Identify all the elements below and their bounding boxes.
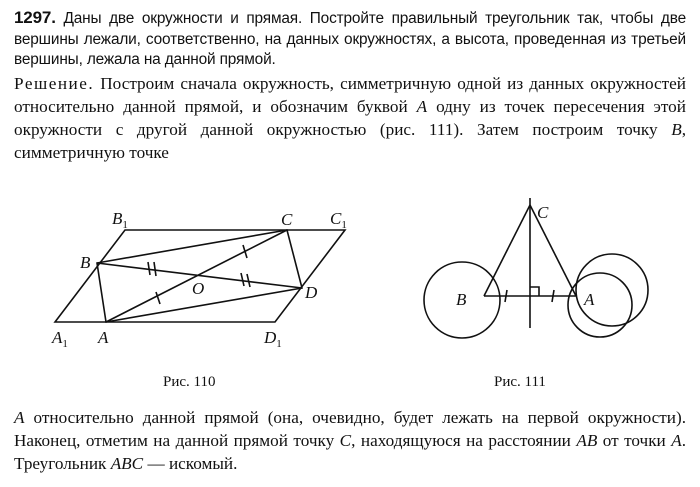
label-a1: $A_1$ [52,328,68,350]
figure-110-caption: Рис. 110 [163,374,216,390]
tick-mark [156,292,160,304]
label-o: O [192,279,205,298]
tick-mark [241,273,244,286]
triangle-ref: ABC [110,454,144,473]
solution-label: Решение. [14,74,95,93]
segment-ref: AB [576,431,598,450]
point-ref: A [416,97,428,116]
solution-text: Построим сначала окружность, симметричную одной из данных окружностей относительно данной прямой, и обозначим буквой [14,74,686,116]
point-ref: C [339,431,352,450]
label-d: D [305,283,318,302]
label-b1: $B_1$ [112,209,128,231]
label-b: B [456,290,467,309]
tick-mark [148,262,150,275]
tick-mark [154,262,156,276]
point-ref: A [14,408,25,427]
tick-mark [247,274,250,287]
label-c: C [537,203,549,222]
label-d1: $D_1$ [264,328,282,350]
circle-reflected [568,273,632,337]
solution-text: одну из точек пересечения этой окружности с другой данной окружностью (рис. 111). Затем построим точку [14,97,686,139]
problem-number: 1297. [14,8,56,27]
continuation-text: относительно данной прямой (она, очевидно, будет лежать на первой окружности). Наконец, отметим на данной прямой точку [14,408,686,450]
label-b: B [80,253,91,272]
label-c: C [281,210,293,229]
label-a: A [98,328,109,347]
diagonal-ac [106,230,287,322]
figure-111-caption: Рис. 111 [494,374,546,390]
point-ref: A [671,431,682,450]
label-c1: $C_1$ [330,209,347,231]
tick-mark [505,290,507,302]
figure-111 [424,198,648,338]
solution-text: , симметричную точке [14,120,686,162]
continuation-text: — искомый. [143,454,238,473]
right-angle-mark [530,287,539,296]
continuation-paragraph [14,406,686,475]
side-bc [484,205,530,296]
point-ref: B [671,120,682,139]
continuation-text: от точки [597,431,672,450]
continuation-text: . Треугольник [14,431,686,473]
label-a: A [584,290,595,309]
problem-text: Даны две окружности и прямая. Постройте правильный треугольник так, чтобы две вершины лежали, соответственно, на данных окружностях, а высота, проведенная из третьей вершины, лежала на данной прямой. [14,10,686,68]
continuation-text: , находящуюся на расстоянии [351,431,577,450]
tick-mark [552,290,554,302]
figure-110 [55,230,345,322]
